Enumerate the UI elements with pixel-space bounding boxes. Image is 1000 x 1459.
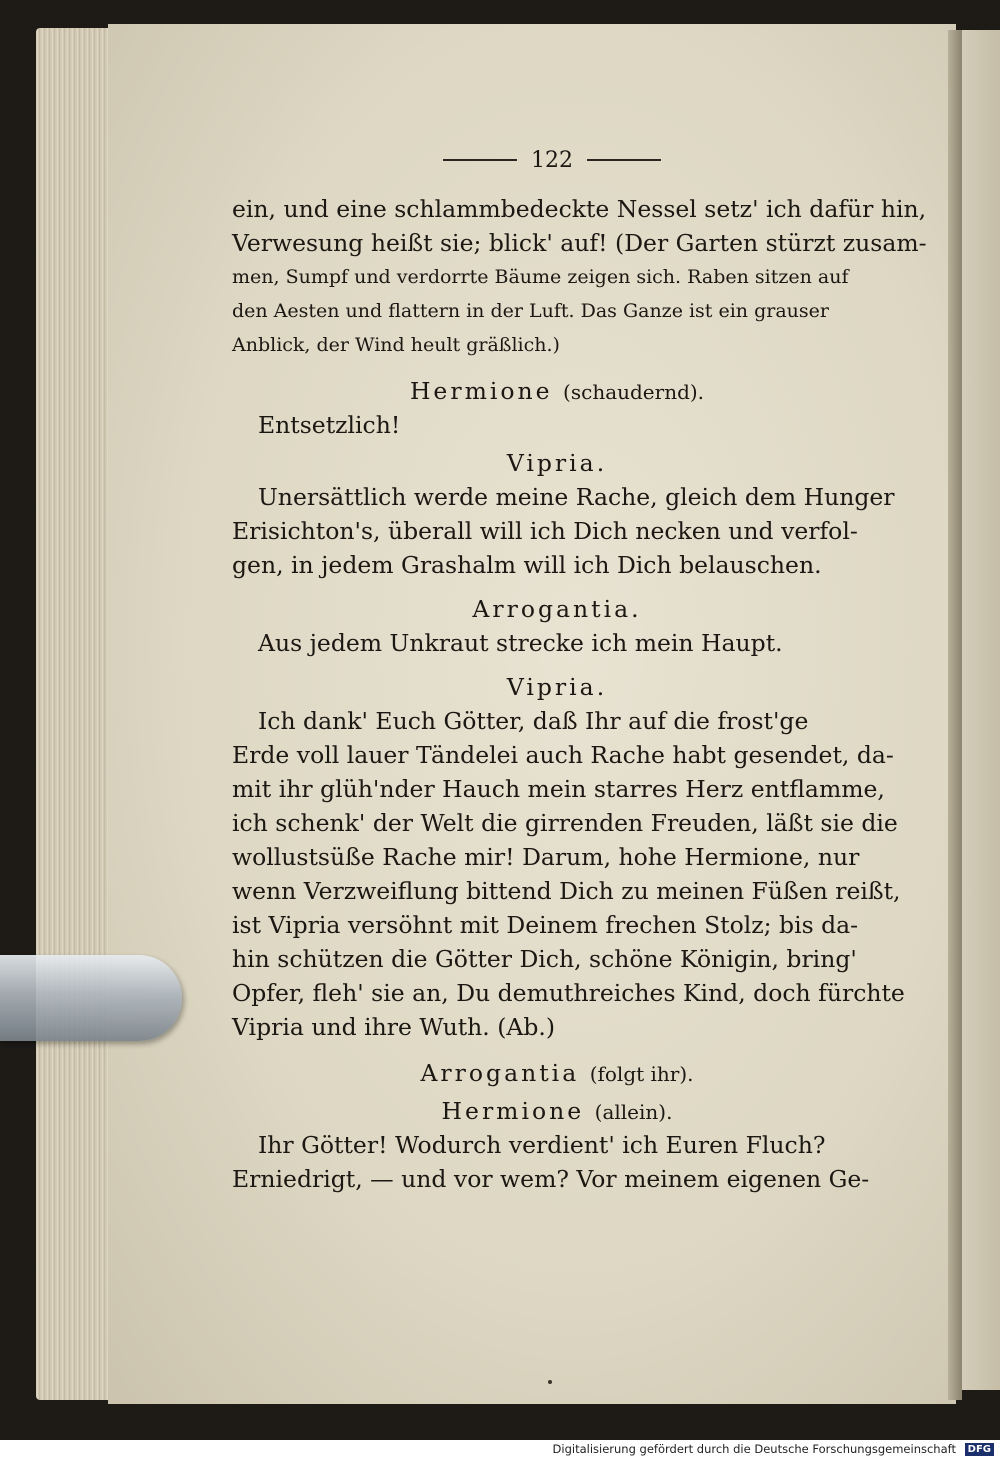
speaker-heading: Vipria.: [506, 449, 608, 477]
opposite-page-edge: [962, 30, 1000, 1390]
speech-line: Vipria und ihre Wuth. (Ab.): [232, 1013, 556, 1041]
book-gutter: [948, 30, 962, 1400]
speaker-heading: [232, 1092, 882, 1130]
speech-line: Ihr Götter! Wodurch verdient' ich Euren Fluch?: [258, 1131, 826, 1159]
digitization-footer: [0, 1440, 1000, 1459]
speaker-name: Hermione: [409, 377, 553, 405]
speech-line: mit ihr glüh'nder Hauch mein starres Herz entflamme,: [232, 775, 885, 803]
page-number: 122: [531, 147, 573, 173]
page-holder-clip: [0, 955, 182, 1041]
speaker-name: Arrogantia: [420, 1059, 580, 1087]
page-header: [222, 140, 882, 180]
speech-line: Entsetzlich!: [258, 411, 401, 439]
text-line: Verwesung heißt sie; blick' auf! (Der Garten stürzt zusam-: [232, 229, 927, 257]
speech-line: Ich dank' Euch Götter, daß Ihr auf die frost'ge: [258, 707, 809, 735]
stage-direction-line: men, Sumpf und verdorrte Bäume zeigen sich. Raben sitzen auf: [232, 266, 849, 288]
text-line: ein, und eine schlammbedeckte Nessel setz' ich dafür hin,: [232, 195, 927, 223]
speech-line: Aus jedem Unkraut strecke ich mein Haupt.: [258, 629, 783, 657]
stage-note: (allein).: [594, 1100, 673, 1124]
stage-note: (folgt ihr).: [589, 1062, 694, 1086]
page-text: [232, 140, 927, 1198]
speaker-heading: [232, 1054, 882, 1092]
speaker-heading: [232, 372, 882, 410]
speech-line: Unersättlich werde meine Rache, gleich dem Hunger: [258, 483, 895, 511]
stage-note: (schaudernd).: [563, 380, 705, 404]
speaker-heading: Vipria.: [506, 673, 608, 701]
speaker-heading: Arrogantia.: [472, 595, 642, 623]
speech-line: gen, in jedem Grashalm will ich Dich belauschen.: [232, 551, 822, 579]
speech-line: wollustsüße Rache mir! Darum, hohe Hermione, nur: [232, 843, 860, 871]
footer-credit: Digitalisierung gefördert durch die Deutsche Forschungsgemeinschaft: [552, 1442, 956, 1456]
stage-direction-line: Anblick, der Wind heult gräßlich.): [232, 334, 560, 356]
speech-line: wenn Verzweiflung bittend Dich zu meinen Füßen reißt,: [232, 877, 901, 905]
header-rule-left: [443, 159, 517, 161]
speech-line: hin schützen die Götter Dich, schöne Königin, bring': [232, 945, 857, 973]
header-rule-right: [587, 159, 661, 161]
speech-line: Erde voll lauer Tändelei auch Rache habt gesendet, da-: [232, 741, 894, 769]
speech-line: Erniedrigt, — und vor wem? Vor meinem eigenen Ge-: [232, 1165, 870, 1193]
book-page-edges: [36, 28, 116, 1400]
stage-direction-line: den Aesten und flattern in der Luft. Das Ganze ist ein grauser: [232, 300, 829, 322]
ink-speck: [548, 1380, 552, 1384]
speech-line: ist Vipria versöhnt mit Deinem frechen Stolz; bis da-: [232, 911, 859, 939]
speech-line: Opfer, fleh' sie an, Du demuthreiches Kind, doch fürchte: [232, 979, 905, 1007]
speaker-name: Hermione: [441, 1097, 585, 1125]
speech-line: Erisichton's, überall will ich Dich necken und verfol-: [232, 517, 858, 545]
speech-line: ich schenk' der Welt die girrenden Freuden, läßt sie die: [232, 809, 898, 837]
dfg-logo: DFG: [965, 1443, 994, 1456]
